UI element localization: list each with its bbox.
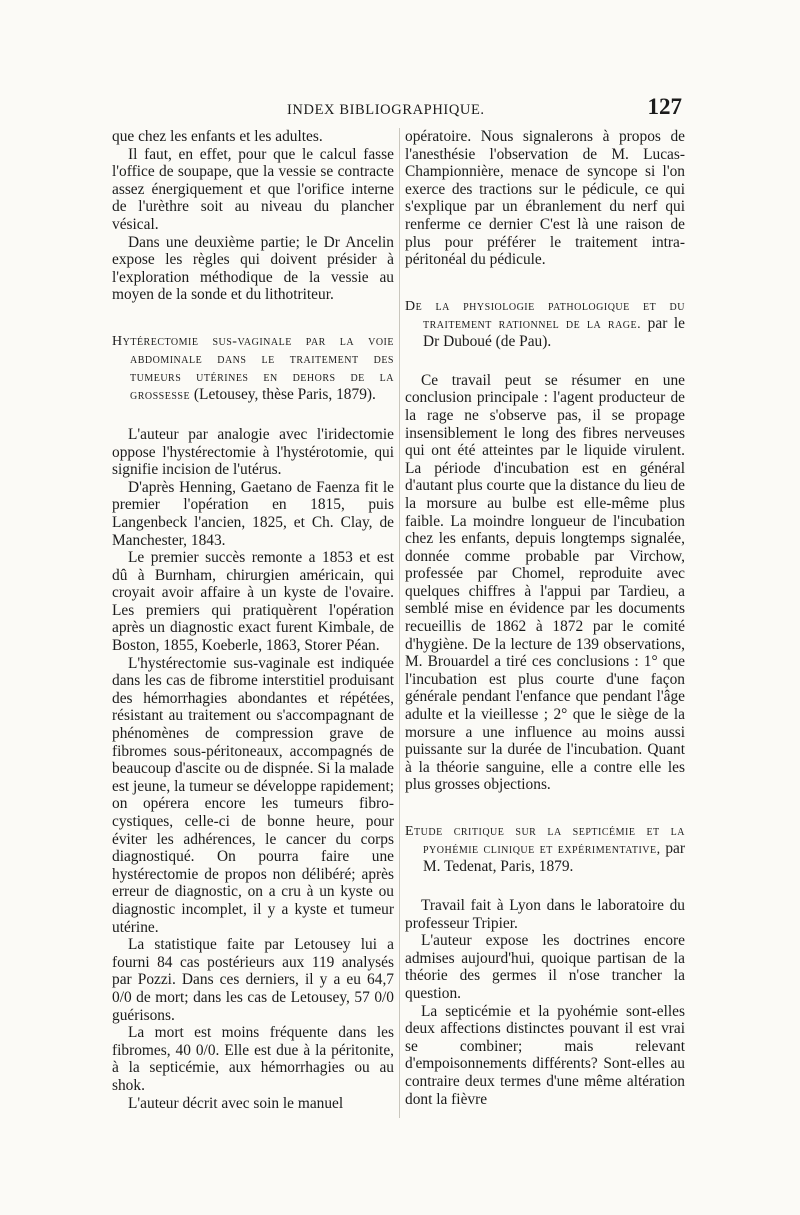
- paragraph: La statistique faite par Letousey lui a fourni 84 cas postérieurs aux 119 analysés par Pozzi. Dans ces derniers, il y a eu 64,7 0/0 de mort; dans les cas de Letousey, 57 0/0 guérisons.: [112, 936, 394, 1024]
- paragraph: que chez les enfants et les adultes.: [112, 128, 323, 145]
- page-header: [112, 94, 682, 122]
- left-column: [112, 128, 394, 1112]
- paragraph: Ce travail peut se résumer en une conclusion principale : l'agent producteur de la rage ne s'observe pas, il se propage insensiblement le long des fibres nerveuses qui ont été atteintes par le liquide virulent. La période d'incubation est en général d'autant plus courte que la distance du lieu de la morsure au bulbe est elle-même plus faible. La moindre longueur de l'incubation chez les enfants, depuis longtemps signalée, donnée comme probable par Virchow, professée par Chomel, reproduite avec quelques chiffres à l'appui par Tardieu, a semblé mise en évidence par les documents recueillis de 1862 à 1872 par le comité d'hygiène. De la lecture de 139 observations, M. Brouardel a tiré ces conclusions : 1° que l'incubation est plus courte d'une façon générale pendant l'enfance que pendant l'âge adulte et la vieillesse ; 2° que le siège de la morsure a une influence au moins aussi puissante sur la durée de l'incubation. Quant à la théorie sanguine, elle a contre elle les plus grosses objections.: [405, 371, 685, 794]
- paragraph: Il faut, en effet, pour que le calcul fasse l'office de soupape, que la vessie se contracte assez énergiquement et que l'orifice interne de l'urèthre soit au niveau du plancher vésical.: [112, 145, 394, 233]
- bibliography-entry: [112, 332, 394, 404]
- page-number: 127: [647, 94, 682, 119]
- paragraph: Dans une deuxième partie; le Dr Ancelin expose les règles qui doivent présider à l'exploration méthodique de la vessie au moyen de la sonde et du lithotriteur.: [112, 233, 394, 304]
- bibliography-entry: [405, 822, 685, 875]
- paragraph: L'auteur expose les doctrines encore admises aujourd'hui, quoique partisan de la théorie des germes il n'ose trancher la question.: [405, 932, 685, 1002]
- paragraph: La septicémie et la pyohémie sont-elles deux affections distinctes pouvant il est vrai se combiner; mais relevant d'empoisonnements différents? Sont-elles au contraire deux termes d'une même altération dont la fièvre: [405, 1002, 685, 1108]
- paragraph: L'hystérectomie sus-vaginale est indiquée dans les cas de fibrome interstitiel produisant des hémorrhagies abondantes et répétées, résistant au traitement ou s'accompagnant de phénomènes de compression grave de fibromes sous-péritoneaux, accompagnés de beaucoup d'ascite ou de dispnée. Si la malade est jeune, la tumeur se développe rapidement; on opérera encore les tumeurs fibro-cystiques, celle-ci de bonne heure, pour éviter les adhérences, le cancer du corps diagnostiqué. On pourra faire une hystérectomie de propos non délibéré; après erreur de diagnostic, on a cru à un kyste ou diagnostic incomplet, il y a kyste et tumeur utérine.: [112, 654, 394, 936]
- paragraph: D'après Henning, Gaetano de Faenza fit le premier l'opération en 1815, puis Langenbeck l'ancien, 1825, et Ch. Clay, de Manchester, 1843.: [112, 478, 394, 549]
- entry-citation: (Letousey, thèse Paris, 1879).: [190, 385, 376, 403]
- paragraph: Le premier succès remonte a 1853 et est dû à Burnham, chirurgien américain, qui croyait avoir affaire à un kyste de l'ovaire. Les premiers qui pratiquèrent l'opération après un diagnostic exact furent Kimbale, de Boston, 1855, Koeberle, 1863, Storer Péan.: [112, 549, 394, 655]
- paragraph: L'auteur par analogie avec l'iridectomie oppose l'hystérectomie à l'hystérotomie, qui signifie incision de l'utérus.: [112, 425, 394, 479]
- bibliography-entry: [405, 297, 685, 350]
- entry-citation: par M. Tedenat, Paris, 1879.: [423, 840, 685, 875]
- paragraph: Travail fait à Lyon dans le laboratoire du professeur Tripier.: [405, 897, 685, 932]
- entry-title: Hytérectomie sus-vaginale par la voie abdominale dans le traitement des tumeurs utérines en dehors de la grossesse: [112, 333, 394, 403]
- entry-title: De la physiologie pathologique et du traitement rationnel de la rage.: [405, 298, 685, 332]
- paragraph: L'auteur décrit avec soin le manuel: [128, 1094, 344, 1112]
- entry-citation: par le Dr Duboué (de Pau).: [423, 314, 685, 350]
- running-title: INDEX BIBLIOGRAPHIQUE.: [287, 102, 485, 118]
- entry-title: Etude critique sur la septicémie et la pyohémie clinique et expérimentative,: [405, 824, 685, 857]
- right-column: [405, 128, 685, 1108]
- paragraph: La mort est moins fréquente dans les fibromes, 40 0/0. Elle est due à la péritonite, à la septicémie, aux hémorrhagies ou au shok.: [112, 1024, 394, 1094]
- paragraph: opératoire. Nous signalerons à propos de l'anesthésie l'observation de M. Lucas-Championnière, menace de syncope si l'on exerce des tractions sur le pédicule, ce qui s'explique par un ébranlement du nerf qui renferme ce dernier C'est là une raison de plus pour préférer le traitement intra-péritonéal du pédicule.: [405, 128, 685, 269]
- column-divider: [399, 128, 400, 1118]
